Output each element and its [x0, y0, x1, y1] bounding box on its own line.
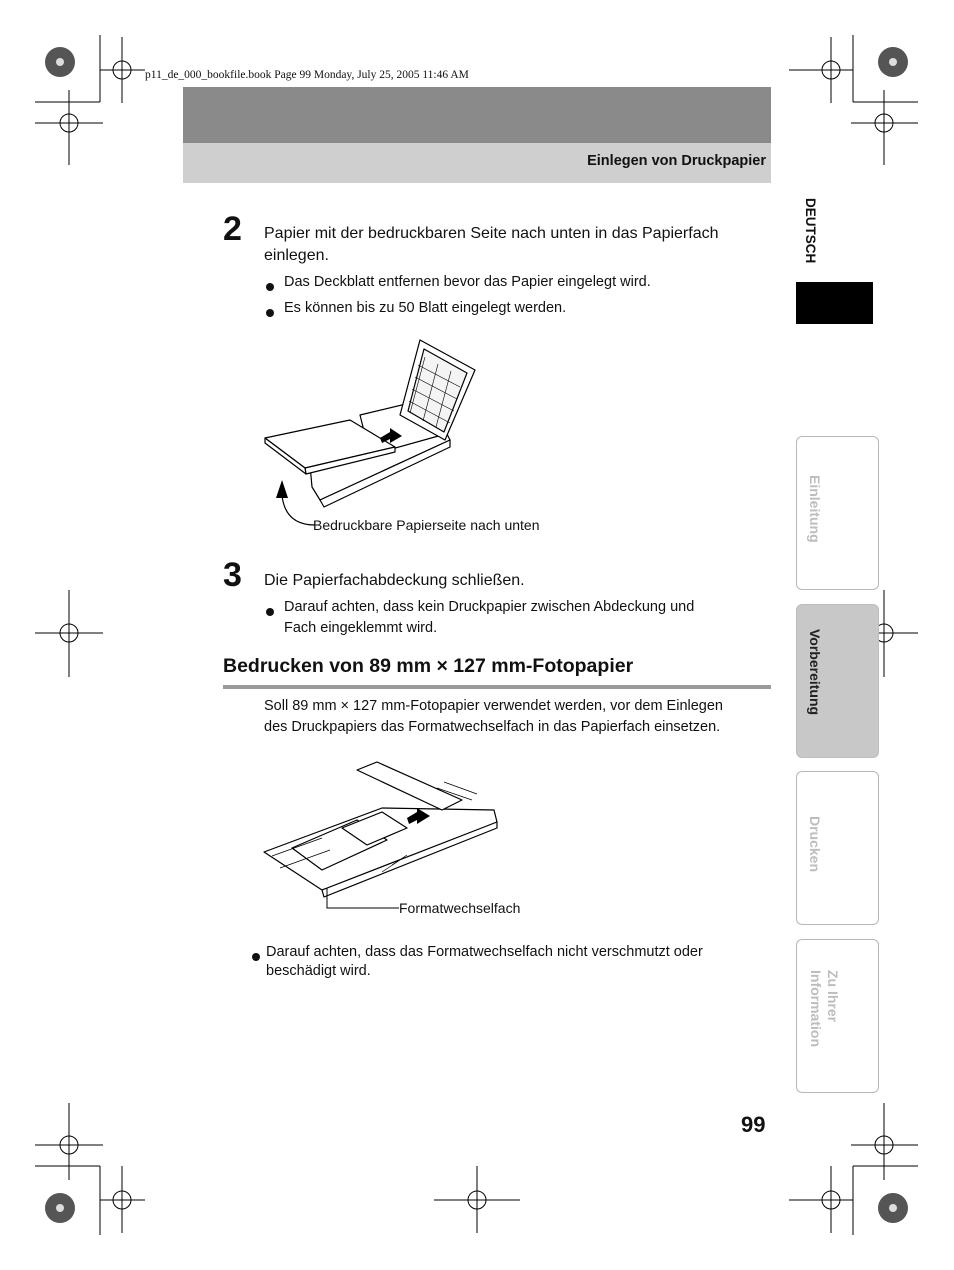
- bullet-icon: [266, 304, 274, 322]
- language-label: DEUTSCH: [803, 198, 818, 264]
- header-band-dark: [183, 87, 771, 143]
- bullet-icon: [252, 948, 260, 966]
- bullet-icon: [266, 603, 274, 621]
- section-paragraph-line2: des Druckpapiers das Formatwechselfach in das Papierfach einsetzen.: [264, 719, 721, 735]
- step-3-number: 3: [223, 556, 242, 594]
- tab-drucken[interactable]: [796, 771, 879, 925]
- page-number: 99: [741, 1112, 766, 1137]
- step-2-bullet-2: Es können bis zu 50 Blatt eingelegt werden.: [284, 300, 567, 316]
- heading-rule: [223, 685, 771, 689]
- tab-drucken-label: Drucken: [807, 816, 823, 873]
- step-2-bullet-1: Das Deckblatt entfernen bevor das Papier eingelegt wird.: [284, 274, 651, 290]
- step-3-text: Die Papierfachabdeckung schließen.: [264, 572, 525, 589]
- tab-einleitung-label: Einleitung: [807, 475, 823, 543]
- section-title: Einlegen von Druckpapier: [587, 153, 766, 169]
- section-heading: Bedrucken von 89 mm × 127 mm-Fotopapier: [223, 655, 634, 677]
- step-2-text-line1: Papier mit der bedruckbaren Seite nach unten in das Papierfach: [264, 225, 719, 242]
- print-slug: p11_de_000_bookfile.book Page 99 Monday, July 25, 2005 11:46 AM: [145, 69, 469, 81]
- step-2-text-line2: einlegen.: [264, 247, 329, 264]
- paper-tray-illustration: [260, 335, 485, 535]
- tab-vorbereitung-label: Vorbereitung: [807, 629, 823, 716]
- section-figure-caption: Formatwechselfach: [399, 900, 521, 916]
- step-2-figure-caption: Bedruckbare Papierseite nach unten: [313, 517, 540, 533]
- section-paragraph-line1: Soll 89 mm × 127 mm-Fotopapier verwendet werden, vor dem Einlegen: [264, 698, 723, 714]
- format-adapter-illustration: [262, 760, 502, 915]
- note-line1: Darauf achten, dass das Formatwechselfach nicht verschmutzt oder: [266, 944, 703, 960]
- header-band-light: [183, 143, 771, 183]
- tab-einleitung[interactable]: [796, 436, 879, 590]
- tab-vorbereitung[interactable]: [796, 604, 879, 758]
- bullet-icon: [266, 278, 274, 296]
- language-marker: [796, 282, 873, 324]
- step-3-bullet-line1: Darauf achten, dass kein Druckpapier zwischen Abdeckung und: [284, 599, 695, 615]
- note-line2: beschädigt wird.: [266, 963, 371, 979]
- tab-zu-ihrer-information-label: Zu Ihrer Information: [808, 970, 841, 1047]
- step-2-number: 2: [223, 210, 242, 248]
- tab-zu-ihrer-information[interactable]: [796, 939, 879, 1093]
- step-3-bullet-line2: Fach eingeklemmt wird.: [284, 620, 438, 636]
